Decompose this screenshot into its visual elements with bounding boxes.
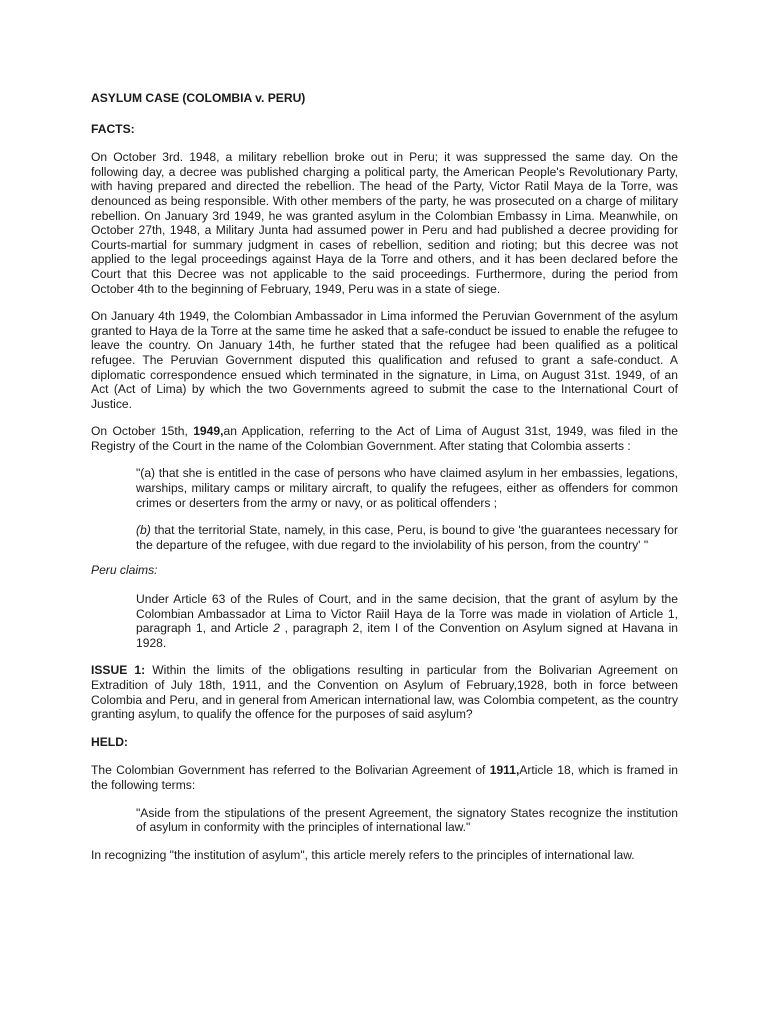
facts-paragraph-1: On October 3rd. 1948, a military rebellion broke out in Peru; it was suppressed the same day. On the following day, a decree was published charging a political party, the American People's Revolutionary Party, with having prepared and directed the rebellion. The head of the Party, Victor Ratil Maya de la Torre, was denounced as being responsible. With other members of the party, he was prosecuted on a charge of military rebellion. On January 3rd 1949, he was granted asylum in the Colombian Embassy in Lima. Meanwhile, on October 27th, 1948, a Military Junta had assumed power in Peru and had published a decree providing for Courts-martial for summary judgment in cases of rebellion, sedition and rioting; but this decree was not applied to the legal proceedings against Haya de la Torre and others, and it has been declared before the Court that this Decree was not applicable to the said proceedings. Furthermore, during the period from October 4th to the beginning of February, 1949, Peru was in a state of siege.: [91, 150, 678, 296]
peru-claims-heading: Peru claims:: [91, 563, 158, 578]
held-p1-text-a: The Colombian Government has referred to the Bolivarian Agreement of: [91, 763, 490, 778]
peru-text-a: Under Article 63 of the Rules of Court, and in the same decision, that the grant of asylum by the Colombian Ambassador at Lima to Victor Raiil Haya de la Torre was made in violation of Article 1, paragraph 1, and Article: [136, 592, 678, 636]
quote-b: [136, 523, 678, 552]
facts-p3-text-b: an Application, referring to the Act of Lima of August 31st, 1949, was filed in the Registry of the Court in the name of the Colombian Government. After stating that Colombia asserts :: [91, 424, 678, 453]
held-paragraph-1: [91, 763, 678, 792]
peru-text-b: , paragraph 2, item I of the Convention on Asylum signed at Havana in 1928.: [136, 621, 678, 650]
held-p1-bold-year: 1911,: [489, 763, 520, 778]
facts-paragraph-3: [91, 424, 678, 453]
facts-p3-bold-year: 1949,: [193, 424, 224, 439]
held-heading: HELD:: [91, 734, 128, 749]
issue-1-text: Within the limits of the obligations resulting in particular from the Bolivarian Agreement on Extradition of July 18th, 1911, and the Convention on Asylum of February,1928, both in force between Colombia and Peru, and in general from American international law, was Colombia competent, as the country granting asylum, to qualify the offence for the purposes of said asylum?: [91, 663, 678, 722]
issue-1-paragraph: [91, 663, 678, 721]
quote-a: "(a) that she is entitled in the case of persons who have claimed asylum in her embassies, legations, warships, military camps or military aircraft, to qualify the refugees, either as offenders for common crimes or deserters from the army or navy, or as political offenders ;: [136, 466, 678, 510]
facts-p3-text-a: On October 15th,: [91, 424, 194, 439]
issue-1-label: ISSUE 1:: [91, 663, 146, 678]
held-p1-text-b: Article 18, which is framed in the following terms:: [91, 763, 678, 792]
held-quote: "Aside from the stipulations of the present Agreement, the signatory States recognize the institution of asylum in conformity with the principles of international law.": [136, 805, 678, 835]
quote-b-label: (b): [136, 523, 151, 538]
peru-text-italic: 2: [273, 621, 280, 636]
quote-b-text: that the territorial State, namely, in this case, Peru, is bound to give 'the guarantees necessary for the departure of the refugee, with due regard to the inviolability of his person, from the country' ": [136, 523, 678, 552]
facts-paragraph-2: On January 4th 1949, the Colombian Ambassador in Lima informed the Peruvian Government of the asylum granted to Haya de la Torre at the same time he asked that a safe-conduct be issued to enable the refugee to leave the country. On January 14th, he further stated that the refugee had been qualified as a political refugee. The Peruvian Government disputed this qualification and refused to grant a safe-conduct. A diplomatic correspondence ensued which terminated in the signature, in Lima, on August 31st. 1949, of an Act (Act of Lima) by which the two Governments agreed to submit the case to the International Court of Justice.: [91, 309, 678, 411]
peru-claims-text: [136, 592, 678, 650]
document-title: ASYLUM CASE (COLOMBIA v. PERU): [91, 91, 306, 105]
facts-heading: FACTS:: [91, 121, 135, 136]
document-page: [91, 91, 678, 875]
held-paragraph-2: In recognizing "the institution of asylum", this article merely refers to the principles of international law.: [91, 847, 635, 862]
